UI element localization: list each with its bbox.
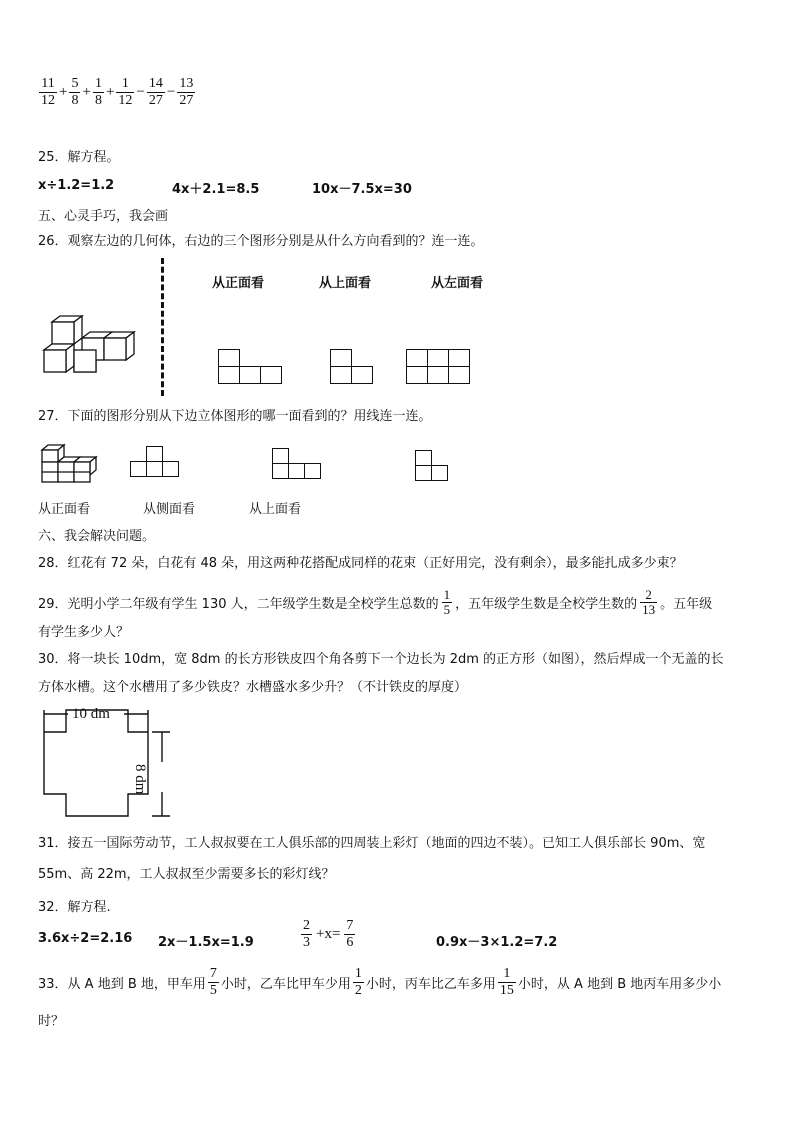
q25-eq2: 4x＋2.1=8.5 (172, 182, 260, 197)
q30-line1: 30．将一块长 10dm，宽 8dm 的长方形铁皮四个角各剪下一个边长为 2dm 的正方形（如图），然后焊成一个无盖的长 (38, 652, 724, 667)
q25-title: 25．解方程。 (38, 150, 120, 165)
fraction: $\frac{1}{8}$ (94, 76, 102, 108)
q27-label-top: 从上面看 (249, 502, 302, 517)
operator: + (82, 84, 91, 100)
q32-eq3: $\frac{2}{3}$ +x= $\frac{7}{6}$ (303, 918, 354, 950)
operator: + (105, 84, 115, 100)
section-6-heading: 六、我会解决问题。 (38, 529, 156, 544)
q26-label-front: 从正面看 (212, 276, 265, 291)
q25-eq3: 10x－7.5x=30 (312, 182, 412, 197)
q30-height-label: 8 dm (132, 764, 148, 795)
q26-label-left: 从左面看 (431, 276, 484, 291)
q32-eq4: 0.9x－3×1.2=7.2 (436, 935, 558, 950)
operator: − (166, 84, 176, 100)
q28-text: 28．红花有 72 朵，白花有 48 朵，用这两种花搭配成同样的花束（正好用完，没有剩余），最多能扎成多少束？ (38, 556, 683, 571)
q32-eq2: 2x－1.5x=1.9 (158, 935, 254, 950)
q29-line1: 29．光明小学二年级有学生 130 人，二年级学生数是全校学生总数的 $\frac{1}{5}$ ，五年级学生数是全校学生数的 $\frac{2}{13}$ 。五年级 (38, 587, 713, 617)
q32-title: 32．解方程. (38, 900, 111, 915)
q27-solid-figure (38, 442, 104, 484)
fraction: $\frac{5}{8}$ (71, 76, 79, 108)
fraction: $\frac{1}{12}$ (118, 76, 133, 108)
fraction: $\frac{14}{27}$ (148, 76, 163, 108)
q27-label-side: 从侧面看 (143, 502, 196, 517)
q27-label-front: 从正面看 (38, 502, 91, 517)
operator: + (59, 84, 68, 100)
section-5-heading: 五、心灵手巧，我会画 (38, 209, 169, 224)
q27-text: 27．下面的图形分别从下边立体图形的哪一面看到的？用线连一连。 (38, 409, 432, 424)
fraction: $\frac{2}{13}$ (642, 587, 656, 617)
operator: − (136, 84, 145, 100)
dashed-divider (161, 258, 164, 396)
q26-label-top: 从上面看 (319, 276, 372, 291)
q25-eq1: x÷1.2=1.2 (38, 178, 115, 193)
fraction: $\frac{7}{5}$ (209, 966, 217, 998)
q29-line2: 有学生多少人？ (38, 625, 130, 640)
q26-solid-figure (38, 310, 148, 374)
q33-line1: 33．从 A 地到 B 地，甲车用 $\frac{7}{5}$ 小时，乙车比甲车少用 $\frac{1}{2}$ 小时，丙车比乙车多用 $\frac{1}{15}$ 小时，从 A 地到 B 地丙车用多少小 (38, 966, 722, 998)
q33-line2: 时？ (38, 1014, 65, 1029)
q30-line2: 方体水槽。这个水槽用了多少铁皮？水槽盛水多少升？（不计铁皮的厚度） (38, 680, 468, 695)
expression-24 (38, 76, 196, 109)
fraction: $\frac{7}{6}$ (346, 918, 354, 950)
q30-width-label: 10 dm (72, 706, 110, 722)
q31-line1: 31．接五一国际劳动节，工人叔叔要在工人俱乐部的四周装上彩灯（地面的四边不装）。已知工人俱乐部长 90m、宽 (38, 836, 706, 851)
fraction: $\frac{13}{27}$ (179, 76, 194, 108)
fraction: $\frac{11}{12}$ (41, 76, 55, 108)
q32-eq1: 3.6x÷2=2.16 (38, 931, 133, 946)
fraction: $\frac{1}{15}$ (499, 966, 514, 998)
q26-text: 26．观察左边的几何体，右边的三个图形分别是从什么方向看到的？连一连。 (38, 234, 484, 249)
fraction: $\frac{2}{3}$ (303, 918, 310, 950)
fraction: $\frac{1}{5}$ (443, 587, 451, 617)
fraction: $\frac{1}{2}$ (354, 966, 362, 998)
q31-line2: 55m、高 22m，工人叔叔至少需要多长的彩灯线？ (38, 867, 335, 882)
q30-sheet-diagram (38, 706, 178, 822)
